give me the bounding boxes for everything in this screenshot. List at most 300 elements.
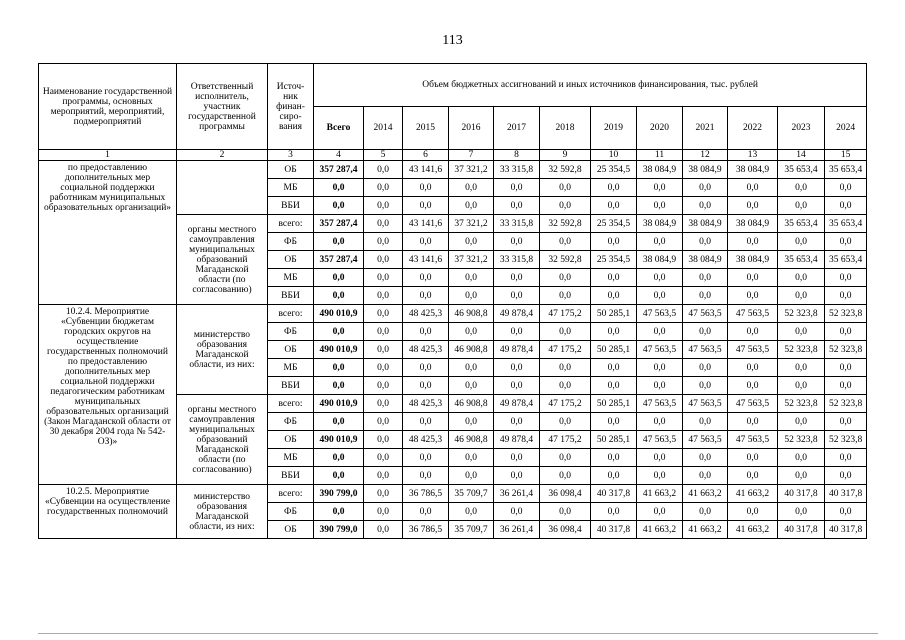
year-value-cell: 0,0 <box>403 287 449 305</box>
program-name-cell: по предоставлению дополнительных мер социальной поддержки работникам муниципальных образовательных организаций» <box>39 161 177 305</box>
year-value-cell: 48 425,3 <box>403 341 449 359</box>
year-value-cell: 25 354,5 <box>591 251 637 269</box>
year-value-cell: 46 908,8 <box>449 341 494 359</box>
total-cell: 357 287,4 <box>314 215 364 233</box>
column-number: 12 <box>683 150 728 161</box>
year-value-cell: 38 084,9 <box>637 251 683 269</box>
funding-source-cell: всего: <box>268 215 314 233</box>
funding-source-cell: ОБ <box>268 341 314 359</box>
header-funding-source: Источ-ник финан-сиро-вания <box>268 64 314 150</box>
year-value-cell: 0,0 <box>540 287 591 305</box>
year-value-cell: 0,0 <box>494 269 540 287</box>
total-cell: 0,0 <box>314 233 364 251</box>
total-cell: 0,0 <box>314 179 364 197</box>
year-value-cell: 0,0 <box>728 413 778 431</box>
year-value-cell: 50 285,1 <box>591 305 637 323</box>
year-value-cell: 47 175,2 <box>540 431 591 449</box>
header-responsible: Ответственный исполнитель, участник государственной программы <box>177 64 268 150</box>
year-value-cell: 33 315,8 <box>494 251 540 269</box>
budget-table <box>38 63 867 539</box>
year-value-cell: 0,0 <box>494 467 540 485</box>
header-year-2014: 2014 <box>364 107 403 150</box>
year-value-cell: 0,0 <box>683 503 728 521</box>
column-number: 2 <box>177 150 268 161</box>
year-value-cell: 0,0 <box>591 467 637 485</box>
year-value-cell: 33 315,8 <box>494 215 540 233</box>
year-value-cell: 0,0 <box>683 467 728 485</box>
year-value-cell: 47 563,5 <box>637 341 683 359</box>
year-value-cell: 0,0 <box>683 359 728 377</box>
year-value-cell: 0,0 <box>403 323 449 341</box>
year-value-cell: 0,0 <box>778 413 825 431</box>
column-number: 4 <box>314 150 364 161</box>
year-value-cell: 0,0 <box>637 269 683 287</box>
year-value-cell: 52 323,8 <box>825 431 867 449</box>
year-value-cell: 47 563,5 <box>728 395 778 413</box>
table-row <box>39 485 867 503</box>
year-value-cell: 0,0 <box>637 359 683 377</box>
table-row <box>39 305 867 323</box>
year-value-cell: 0,0 <box>728 197 778 215</box>
year-value-cell: 0,0 <box>540 323 591 341</box>
year-value-cell: 0,0 <box>825 197 867 215</box>
year-value-cell: 0,0 <box>728 287 778 305</box>
year-value-cell: 0,0 <box>494 377 540 395</box>
year-value-cell: 0,0 <box>364 467 403 485</box>
year-value-cell: 0,0 <box>778 503 825 521</box>
header-year-2019: 2019 <box>591 107 637 150</box>
year-value-cell: 0,0 <box>637 413 683 431</box>
column-number: 8 <box>494 150 540 161</box>
year-value-cell: 0,0 <box>683 287 728 305</box>
year-value-cell: 37 321,2 <box>449 251 494 269</box>
year-value-cell: 48 425,3 <box>403 431 449 449</box>
year-value-cell: 37 321,2 <box>449 161 494 179</box>
year-value-cell: 49 878,4 <box>494 305 540 323</box>
year-value-cell: 0,0 <box>825 467 867 485</box>
year-value-cell: 35 653,4 <box>778 251 825 269</box>
header-number-row <box>39 150 867 161</box>
year-value-cell: 0,0 <box>728 377 778 395</box>
year-value-cell: 52 323,8 <box>778 341 825 359</box>
column-number: 6 <box>403 150 449 161</box>
program-name-cell: 10.2.5. Мероприятие «Субвенции на осуществление государственных полномочий <box>39 485 177 539</box>
funding-source-cell: ОБ <box>268 161 314 179</box>
year-value-cell: 38 084,9 <box>683 251 728 269</box>
year-value-cell: 0,0 <box>728 449 778 467</box>
year-value-cell: 47 563,5 <box>637 431 683 449</box>
year-value-cell: 35 709,7 <box>449 521 494 539</box>
column-number: 3 <box>268 150 314 161</box>
column-number: 1 <box>39 150 177 161</box>
header-year-2022: 2022 <box>728 107 778 150</box>
year-value-cell: 0,0 <box>683 323 728 341</box>
year-value-cell: 0,0 <box>683 449 728 467</box>
year-value-cell: 0,0 <box>728 179 778 197</box>
year-value-cell: 32 592,8 <box>540 161 591 179</box>
year-value-cell: 36 261,4 <box>494 485 540 503</box>
year-value-cell: 47 563,5 <box>683 341 728 359</box>
header-year-2020: 2020 <box>637 107 683 150</box>
year-value-cell: 0,0 <box>683 413 728 431</box>
year-value-cell: 0,0 <box>540 179 591 197</box>
year-value-cell: 0,0 <box>364 251 403 269</box>
total-cell: 0,0 <box>314 323 364 341</box>
year-value-cell: 0,0 <box>364 341 403 359</box>
year-value-cell: 0,0 <box>403 197 449 215</box>
year-value-cell: 47 563,5 <box>683 305 728 323</box>
year-value-cell: 0,0 <box>728 323 778 341</box>
year-value-cell: 0,0 <box>494 197 540 215</box>
year-value-cell: 0,0 <box>591 269 637 287</box>
page-number: 113 <box>442 33 463 48</box>
year-value-cell: 0,0 <box>591 179 637 197</box>
total-cell: 390 799,0 <box>314 485 364 503</box>
year-value-cell: 0,0 <box>403 377 449 395</box>
year-value-cell: 0,0 <box>728 269 778 287</box>
total-cell: 390 799,0 <box>314 521 364 539</box>
year-value-cell: 0,0 <box>494 323 540 341</box>
year-value-cell: 0,0 <box>494 413 540 431</box>
year-value-cell: 0,0 <box>591 503 637 521</box>
total-cell: 490 010,9 <box>314 395 364 413</box>
year-value-cell: 0,0 <box>364 233 403 251</box>
header-budget-span: Объем бюджетных ассигнований и иных источников финансирования, тыс. рублей <box>314 64 867 107</box>
year-value-cell: 25 354,5 <box>591 215 637 233</box>
year-value-cell: 47 563,5 <box>728 305 778 323</box>
year-value-cell: 0,0 <box>637 197 683 215</box>
year-value-cell: 0,0 <box>637 449 683 467</box>
year-value-cell: 0,0 <box>449 287 494 305</box>
year-value-cell: 38 084,9 <box>637 215 683 233</box>
year-value-cell: 0,0 <box>403 233 449 251</box>
responsible-cell <box>177 161 268 215</box>
year-value-cell: 0,0 <box>449 377 494 395</box>
year-value-cell: 0,0 <box>540 233 591 251</box>
year-value-cell: 0,0 <box>778 197 825 215</box>
year-value-cell: 47 563,5 <box>637 395 683 413</box>
year-value-cell: 41 663,2 <box>728 485 778 503</box>
funding-source-cell: МБ <box>268 449 314 467</box>
responsible-cell: органы местного самоуправления муниципальных образований Магаданской области (по согласованию) <box>177 395 268 485</box>
year-value-cell: 0,0 <box>494 503 540 521</box>
year-value-cell: 40 317,8 <box>778 485 825 503</box>
year-value-cell: 47 175,2 <box>540 341 591 359</box>
header-year-2018: 2018 <box>540 107 591 150</box>
year-value-cell: 0,0 <box>364 413 403 431</box>
total-cell: 357 287,4 <box>314 251 364 269</box>
year-value-cell: 52 323,8 <box>778 431 825 449</box>
year-value-cell: 38 084,9 <box>683 161 728 179</box>
year-value-cell: 35 709,7 <box>449 485 494 503</box>
year-value-cell: 0,0 <box>591 287 637 305</box>
total-cell: 0,0 <box>314 503 364 521</box>
year-value-cell: 36 098,4 <box>540 521 591 539</box>
year-value-cell: 0,0 <box>449 413 494 431</box>
year-value-cell: 0,0 <box>778 449 825 467</box>
funding-source-cell: ВБИ <box>268 467 314 485</box>
total-cell: 0,0 <box>314 413 364 431</box>
year-value-cell: 0,0 <box>825 179 867 197</box>
budget-table-wrapper <box>38 63 867 539</box>
year-value-cell: 0,0 <box>591 197 637 215</box>
year-value-cell: 0,0 <box>449 323 494 341</box>
year-value-cell: 0,0 <box>683 233 728 251</box>
year-value-cell: 41 663,2 <box>683 521 728 539</box>
year-value-cell: 0,0 <box>778 467 825 485</box>
year-value-cell: 0,0 <box>778 179 825 197</box>
funding-source-cell: МБ <box>268 179 314 197</box>
year-value-cell: 52 323,8 <box>778 395 825 413</box>
year-value-cell: 0,0 <box>364 359 403 377</box>
year-value-cell: 47 175,2 <box>540 305 591 323</box>
column-number: 14 <box>778 150 825 161</box>
year-value-cell: 0,0 <box>364 521 403 539</box>
year-value-cell: 0,0 <box>449 197 494 215</box>
table-body <box>39 161 867 539</box>
year-value-cell: 0,0 <box>449 179 494 197</box>
year-value-cell: 0,0 <box>825 287 867 305</box>
year-value-cell: 0,0 <box>364 377 403 395</box>
year-value-cell: 40 317,8 <box>591 521 637 539</box>
funding-source-cell: ФБ <box>268 503 314 521</box>
year-value-cell: 47 563,5 <box>728 341 778 359</box>
year-value-cell: 0,0 <box>364 179 403 197</box>
year-value-cell: 52 323,8 <box>778 305 825 323</box>
header-year-2017: 2017 <box>494 107 540 150</box>
year-value-cell: 0,0 <box>540 269 591 287</box>
funding-source-cell: МБ <box>268 359 314 377</box>
funding-source-cell: ОБ <box>268 521 314 539</box>
year-value-cell: 0,0 <box>683 269 728 287</box>
year-value-cell: 36 261,4 <box>494 521 540 539</box>
header-year-2016: 2016 <box>449 107 494 150</box>
year-value-cell: 0,0 <box>364 269 403 287</box>
year-value-cell: 46 908,8 <box>449 395 494 413</box>
year-value-cell: 35 653,4 <box>778 215 825 233</box>
responsible-cell: министерство образования Магаданской области, из них: <box>177 305 268 395</box>
year-value-cell: 47 175,2 <box>540 395 591 413</box>
funding-source-cell: ВБИ <box>268 287 314 305</box>
year-value-cell: 0,0 <box>449 449 494 467</box>
column-number: 9 <box>540 150 591 161</box>
responsible-cell: министерство образования Магаданской области, из них: <box>177 485 268 539</box>
year-value-cell: 0,0 <box>825 233 867 251</box>
year-value-cell: 0,0 <box>778 359 825 377</box>
year-value-cell: 0,0 <box>778 233 825 251</box>
year-value-cell: 0,0 <box>403 269 449 287</box>
year-value-cell: 0,0 <box>494 359 540 377</box>
year-value-cell: 0,0 <box>364 449 403 467</box>
year-value-cell: 0,0 <box>778 323 825 341</box>
year-value-cell: 0,0 <box>591 233 637 251</box>
year-value-cell: 0,0 <box>728 359 778 377</box>
column-number: 11 <box>637 150 683 161</box>
year-value-cell: 0,0 <box>540 467 591 485</box>
year-value-cell: 25 354,5 <box>591 161 637 179</box>
year-value-cell: 35 653,4 <box>825 251 867 269</box>
year-value-cell: 0,0 <box>403 413 449 431</box>
year-value-cell: 0,0 <box>540 503 591 521</box>
year-value-cell: 0,0 <box>403 179 449 197</box>
year-value-cell: 0,0 <box>637 467 683 485</box>
year-value-cell: 0,0 <box>403 359 449 377</box>
header-year-total: Всего <box>314 107 364 150</box>
year-value-cell: 0,0 <box>540 413 591 431</box>
year-value-cell: 0,0 <box>683 377 728 395</box>
year-value-cell: 40 317,8 <box>825 485 867 503</box>
year-value-cell: 48 425,3 <box>403 305 449 323</box>
year-value-cell: 35 653,4 <box>825 215 867 233</box>
year-value-cell: 0,0 <box>591 377 637 395</box>
total-cell: 0,0 <box>314 359 364 377</box>
program-name-cell: 10.2.4. Мероприятие «Субвенции бюджетам городских округов на осуществление государственных полномочий по предоставлению дополнительных мер социальной поддержки педагогическим работникам муниципальных образовательных организаций (Закон Магаданской области от 30 декабря 2004 года № 542-ОЗ)» <box>39 305 177 485</box>
year-value-cell: 0,0 <box>364 197 403 215</box>
year-value-cell: 50 285,1 <box>591 341 637 359</box>
year-value-cell: 37 321,2 <box>449 215 494 233</box>
column-number: 10 <box>591 150 637 161</box>
year-value-cell: 0,0 <box>494 449 540 467</box>
column-number: 13 <box>728 150 778 161</box>
table-row <box>39 161 867 179</box>
year-value-cell: 0,0 <box>591 449 637 467</box>
total-cell: 0,0 <box>314 449 364 467</box>
year-value-cell: 0,0 <box>683 197 728 215</box>
year-value-cell: 0,0 <box>825 359 867 377</box>
year-value-cell: 33 315,8 <box>494 161 540 179</box>
year-value-cell: 0,0 <box>364 161 403 179</box>
year-value-cell: 0,0 <box>637 377 683 395</box>
year-value-cell: 50 285,1 <box>591 395 637 413</box>
year-value-cell: 36 786,5 <box>403 521 449 539</box>
year-value-cell: 0,0 <box>403 467 449 485</box>
year-value-cell: 52 323,8 <box>825 305 867 323</box>
year-value-cell: 0,0 <box>364 395 403 413</box>
year-value-cell: 0,0 <box>825 449 867 467</box>
year-value-cell: 0,0 <box>540 377 591 395</box>
total-cell: 0,0 <box>314 197 364 215</box>
year-value-cell: 0,0 <box>540 359 591 377</box>
year-value-cell: 40 317,8 <box>825 521 867 539</box>
year-value-cell: 38 084,9 <box>683 215 728 233</box>
total-cell: 0,0 <box>314 287 364 305</box>
total-cell: 0,0 <box>314 269 364 287</box>
year-value-cell: 0,0 <box>637 287 683 305</box>
year-value-cell: 43 141,6 <box>403 251 449 269</box>
year-value-cell: 36 098,4 <box>540 485 591 503</box>
year-value-cell: 38 084,9 <box>728 161 778 179</box>
year-value-cell: 0,0 <box>778 377 825 395</box>
year-value-cell: 47 563,5 <box>683 431 728 449</box>
year-value-cell: 48 425,3 <box>403 395 449 413</box>
year-value-cell: 40 317,8 <box>591 485 637 503</box>
year-value-cell: 36 786,5 <box>403 485 449 503</box>
year-value-cell: 0,0 <box>540 449 591 467</box>
year-value-cell: 0,0 <box>825 377 867 395</box>
year-value-cell: 0,0 <box>364 485 403 503</box>
total-cell: 490 010,9 <box>314 341 364 359</box>
year-value-cell: 0,0 <box>728 467 778 485</box>
year-value-cell: 52 323,8 <box>825 341 867 359</box>
year-value-cell: 0,0 <box>494 287 540 305</box>
year-value-cell: 43 141,6 <box>403 161 449 179</box>
funding-source-cell: ФБ <box>268 323 314 341</box>
total-cell: 0,0 <box>314 467 364 485</box>
year-value-cell: 0,0 <box>449 467 494 485</box>
year-value-cell: 47 563,5 <box>637 305 683 323</box>
responsible-cell: органы местного самоуправления муниципальных образований Магаданской области (по согласованию) <box>177 215 268 305</box>
year-value-cell: 0,0 <box>683 179 728 197</box>
year-value-cell: 38 084,9 <box>637 161 683 179</box>
year-value-cell: 0,0 <box>591 413 637 431</box>
year-value-cell: 0,0 <box>403 449 449 467</box>
year-value-cell: 50 285,1 <box>591 431 637 449</box>
year-value-cell: 0,0 <box>825 413 867 431</box>
year-value-cell: 0,0 <box>591 323 637 341</box>
year-value-cell: 47 563,5 <box>683 395 728 413</box>
year-value-cell: 0,0 <box>825 269 867 287</box>
year-value-cell: 40 317,8 <box>778 521 825 539</box>
funding-source-cell: ВБИ <box>268 197 314 215</box>
funding-source-cell: ФБ <box>268 413 314 431</box>
header-program-name: Наименование государственной программы, основных мероприятий, мероприятий, подмероприятий <box>39 64 177 150</box>
year-value-cell: 0,0 <box>778 269 825 287</box>
column-number: 15 <box>825 150 867 161</box>
funding-source-cell: всего: <box>268 485 314 503</box>
year-value-cell: 41 663,2 <box>683 485 728 503</box>
funding-source-cell: ОБ <box>268 431 314 449</box>
year-value-cell: 0,0 <box>449 269 494 287</box>
year-value-cell: 38 084,9 <box>728 215 778 233</box>
year-value-cell: 0,0 <box>591 359 637 377</box>
funding-source-cell: ФБ <box>268 233 314 251</box>
year-value-cell: 41 663,2 <box>637 485 683 503</box>
year-value-cell: 0,0 <box>637 179 683 197</box>
year-value-cell: 49 878,4 <box>494 395 540 413</box>
year-value-cell: 41 663,2 <box>728 521 778 539</box>
year-value-cell: 49 878,4 <box>494 431 540 449</box>
year-value-cell: 0,0 <box>825 323 867 341</box>
header-year-2021: 2021 <box>683 107 728 150</box>
total-cell: 357 287,4 <box>314 161 364 179</box>
year-value-cell: 0,0 <box>449 359 494 377</box>
total-cell: 490 010,9 <box>314 305 364 323</box>
header-year-2024: 2024 <box>825 107 867 150</box>
year-value-cell: 0,0 <box>637 503 683 521</box>
year-value-cell: 0,0 <box>364 431 403 449</box>
year-value-cell: 38 084,9 <box>728 251 778 269</box>
funding-source-cell: ВБИ <box>268 377 314 395</box>
year-value-cell: 35 653,4 <box>778 161 825 179</box>
year-value-cell: 0,0 <box>637 323 683 341</box>
funding-source-cell: всего: <box>268 395 314 413</box>
year-value-cell: 43 141,6 <box>403 215 449 233</box>
total-cell: 490 010,9 <box>314 431 364 449</box>
year-value-cell: 46 908,8 <box>449 431 494 449</box>
year-value-cell: 0,0 <box>494 179 540 197</box>
year-value-cell: 32 592,8 <box>540 251 591 269</box>
year-value-cell: 0,0 <box>364 323 403 341</box>
year-value-cell: 0,0 <box>364 287 403 305</box>
year-value-cell: 52 323,8 <box>825 395 867 413</box>
year-value-cell: 0,0 <box>364 215 403 233</box>
year-value-cell: 47 563,5 <box>728 431 778 449</box>
column-number: 7 <box>449 150 494 161</box>
column-number: 5 <box>364 150 403 161</box>
year-value-cell: 0,0 <box>494 233 540 251</box>
total-cell: 0,0 <box>314 377 364 395</box>
year-value-cell: 49 878,4 <box>494 341 540 359</box>
